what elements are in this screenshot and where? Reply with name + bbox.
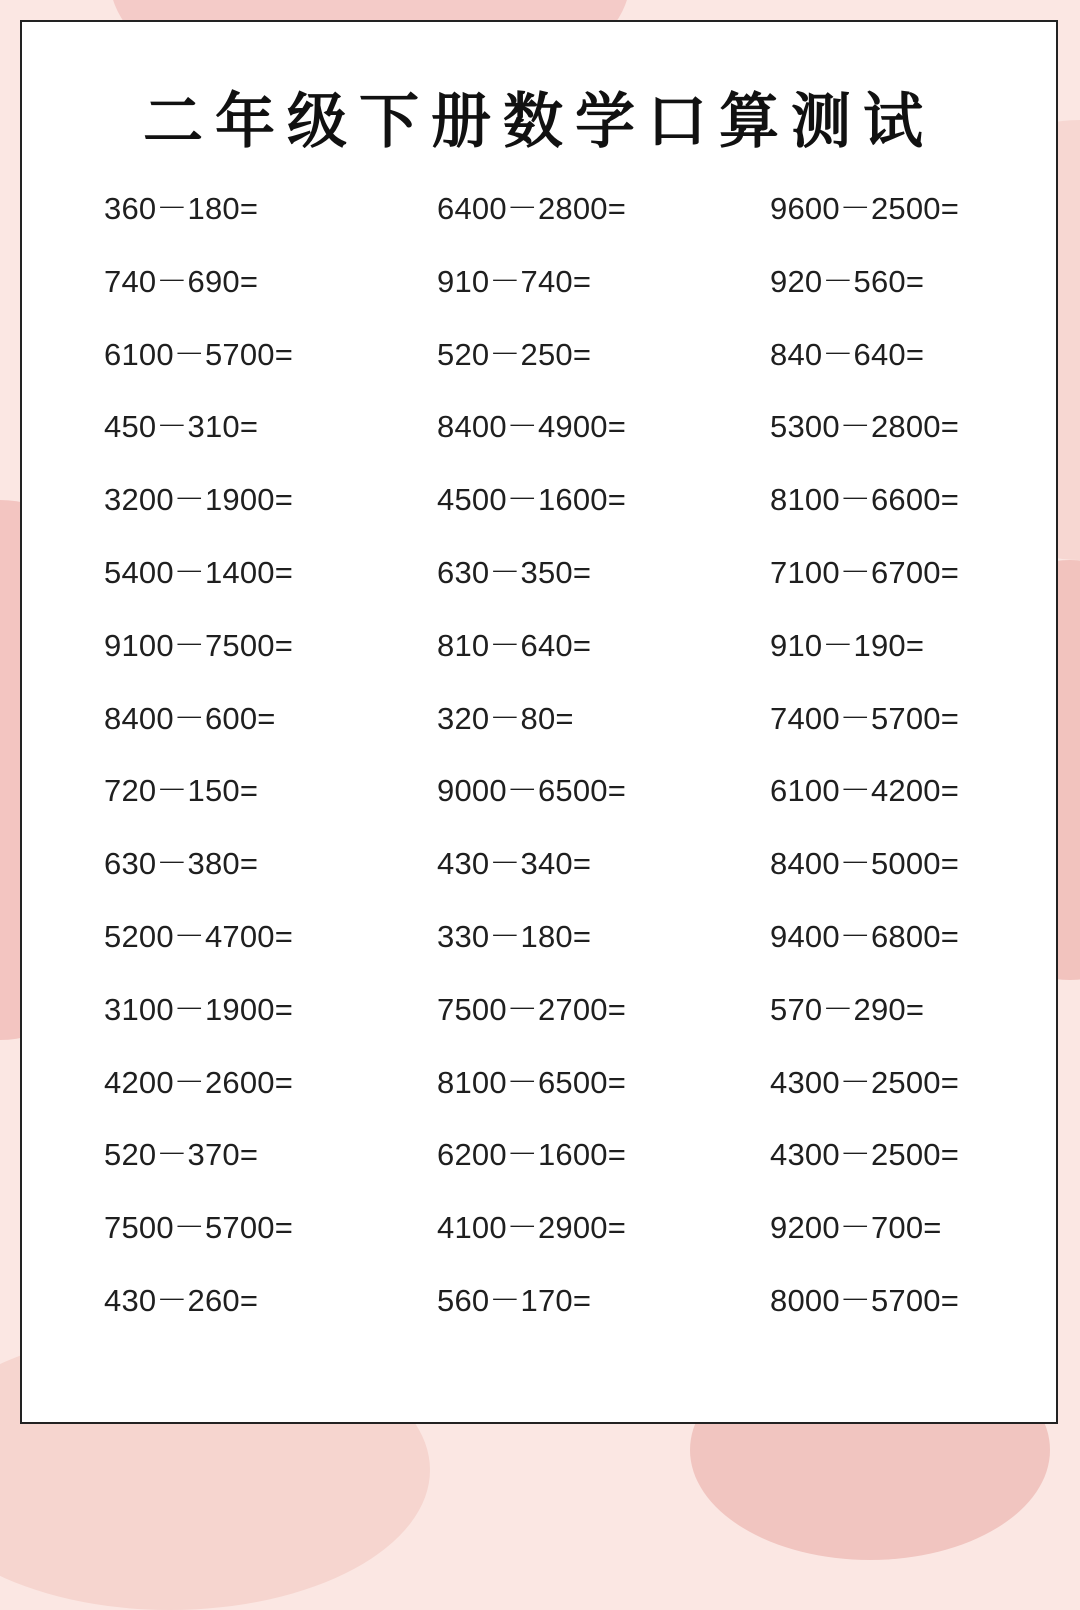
problem-item: 570－290=: [770, 991, 925, 1027]
problem-item: 8100－6500=: [437, 1064, 627, 1100]
problem-item: 4200－2600=: [104, 1064, 294, 1100]
problem-item: 8400－5000=: [770, 846, 960, 882]
problem-item: 450－310=: [104, 409, 259, 445]
problem-item: 520－370=: [104, 1137, 259, 1173]
problem-item: 7400－5700=: [770, 700, 960, 736]
problem-item: 360－180=: [104, 190, 259, 226]
problem-item: 3100－1900=: [104, 991, 294, 1027]
problem-item: 8400－4900=: [437, 409, 627, 445]
problem-item: 7500－2700=: [437, 991, 627, 1027]
problem-item: 5300－2800=: [770, 409, 960, 445]
problem-item: 320－80=: [437, 700, 574, 736]
problem-item: 3200－1900=: [104, 482, 294, 518]
problem-item: 430－340=: [437, 846, 592, 882]
problem-item: 4500－1600=: [437, 482, 627, 518]
problem-item: 6400－2800=: [437, 190, 627, 226]
problem-item: 430－260=: [104, 1283, 259, 1319]
problem-item: 9100－7500=: [104, 627, 294, 663]
problem-item: 8100－6600=: [770, 482, 960, 518]
problem-item: 9400－6800=: [770, 919, 960, 955]
problem-item: 6100－4200=: [770, 773, 960, 809]
problem-item: 4100－2900=: [437, 1210, 627, 1246]
problem-item: 630－350=: [437, 554, 592, 590]
problem-item: 910－740=: [437, 263, 592, 299]
problem-item: 810－640=: [437, 627, 592, 663]
problem-item: 8400－600=: [104, 700, 276, 736]
worksheet-title: 二年级下册数学口算测试: [143, 87, 935, 157]
problem-item: 720－150=: [104, 773, 259, 809]
problem-item: 330－180=: [437, 919, 592, 955]
problem-item: 740－690=: [104, 263, 259, 299]
problem-item: 520－250=: [437, 336, 592, 372]
problem-item: 630－380=: [104, 846, 259, 882]
problem-item: 7500－5700=: [104, 1210, 294, 1246]
problem-item: 5200－4700=: [104, 919, 294, 955]
problem-item: 8000－5700=: [770, 1283, 960, 1319]
worksheet: [20, 20, 1058, 1424]
problem-item: 5400－1400=: [104, 554, 294, 590]
problem-item: 920－560=: [770, 263, 925, 299]
problem-item: 9000－6500=: [437, 773, 627, 809]
problem-item: 560－170=: [437, 1283, 592, 1319]
problem-item: 910－190=: [770, 627, 925, 663]
problem-item: 9600－2500=: [770, 190, 960, 226]
problem-item: 7100－6700=: [770, 554, 960, 590]
problem-item: 4300－2500=: [770, 1137, 960, 1173]
problem-grid: [104, 172, 1004, 1337]
problem-item: 840－640=: [770, 336, 925, 372]
problem-item: 9200－700=: [770, 1210, 942, 1246]
problem-item: 6200－1600=: [437, 1137, 627, 1173]
problem-item: 4300－2500=: [770, 1064, 960, 1100]
problem-item: 6100－5700=: [104, 336, 294, 372]
